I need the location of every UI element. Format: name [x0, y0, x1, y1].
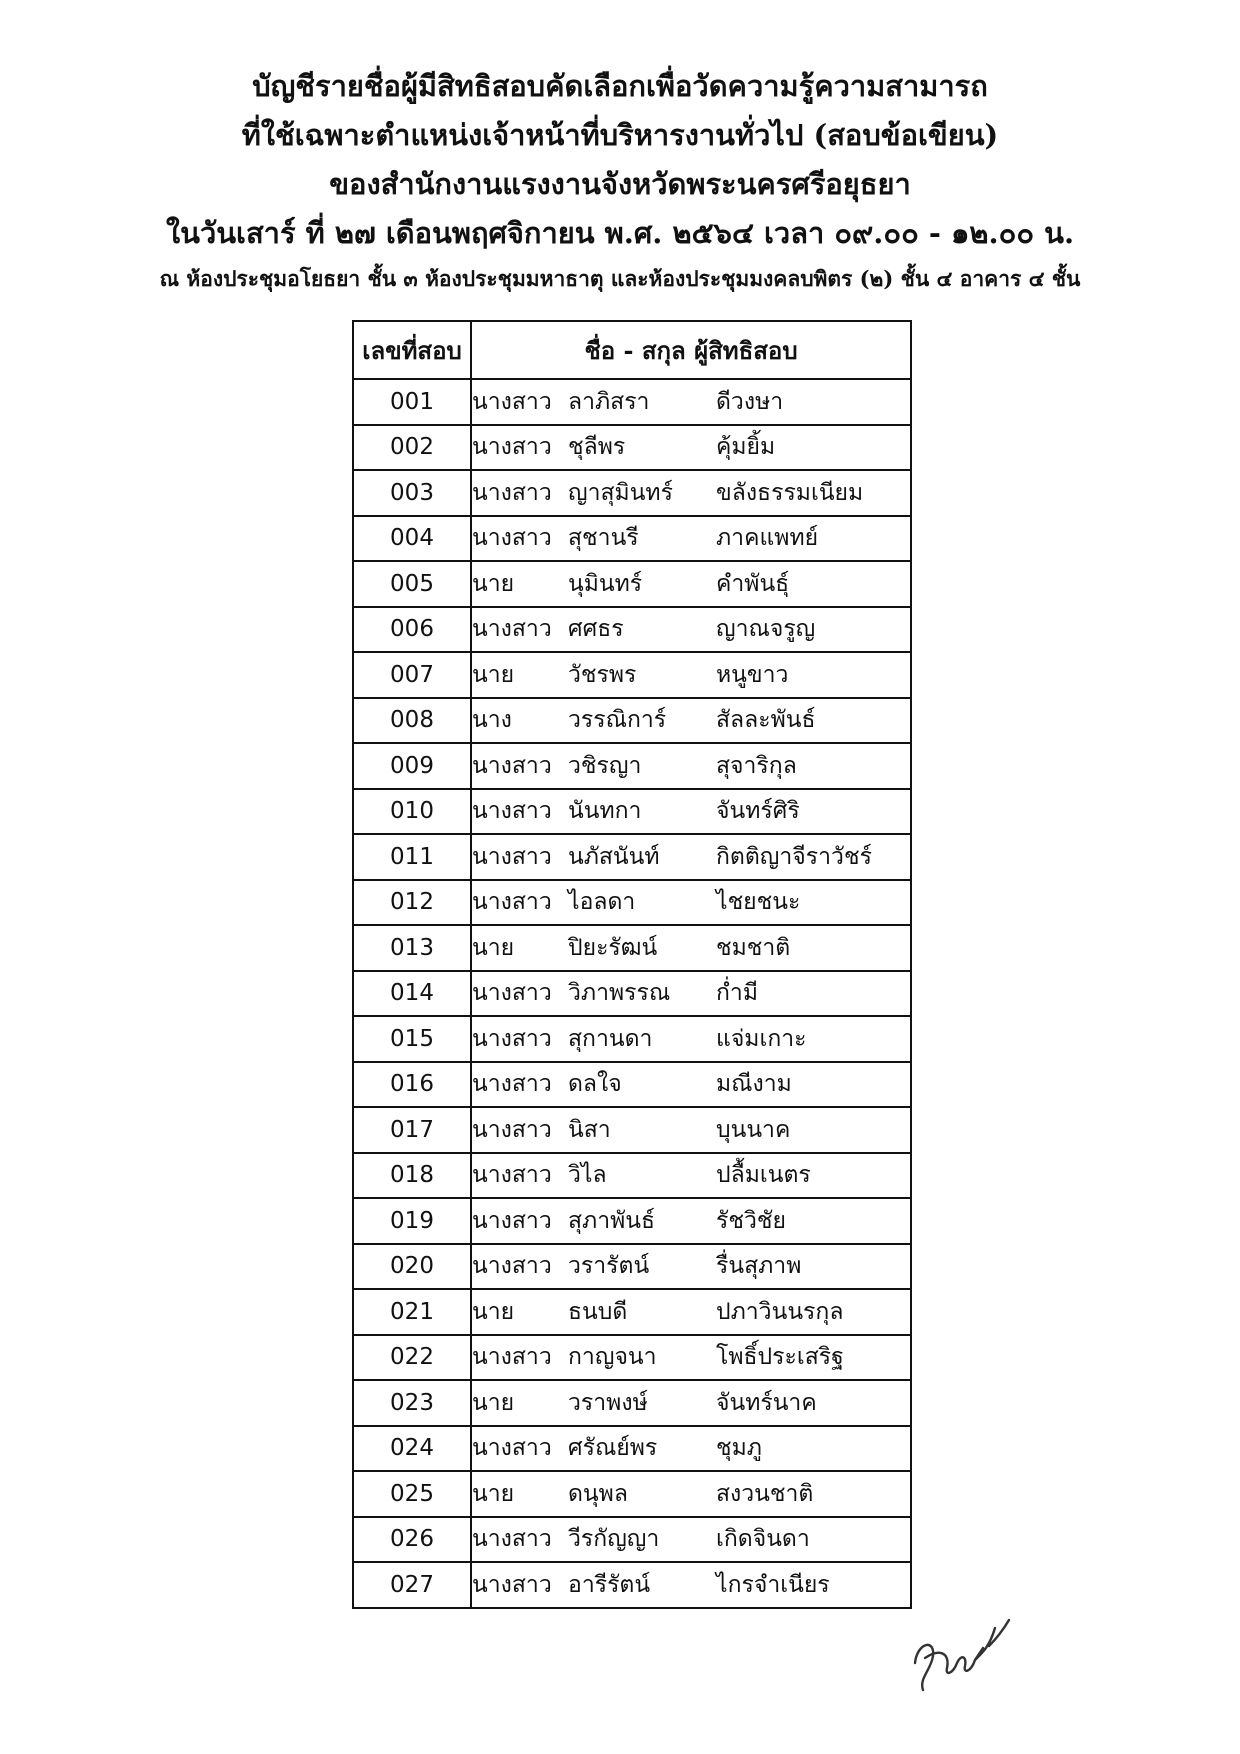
first-name: ดนุพล: [568, 1480, 628, 1507]
name-title: นาย: [472, 1480, 515, 1507]
last-name: ขลังธรรมเนียม: [716, 479, 864, 506]
table-row: [353, 1289, 911, 1335]
first-name: อารีรัตน์: [568, 1571, 651, 1598]
exam-number: 025: [353, 1471, 471, 1517]
last-name: เกิดจินดา: [716, 1526, 810, 1553]
candidate-name: [471, 1562, 911, 1608]
last-name: ปภาวินนรกุล: [716, 1298, 844, 1325]
table-row: [353, 1335, 911, 1381]
last-name: ไชยชนะ: [716, 889, 801, 916]
name-title: นางสาว: [472, 1071, 552, 1098]
candidate-name: [471, 925, 911, 971]
first-name: ธนบดี: [568, 1298, 628, 1325]
table-row: [353, 789, 911, 835]
candidate-name: [471, 1107, 911, 1153]
exam-number: 020: [353, 1244, 471, 1290]
name-title: นางสาว: [472, 1435, 552, 1462]
first-name: ปิยะรัฒน์: [568, 934, 658, 961]
last-name: ก่ำมี: [716, 980, 759, 1007]
last-name: คำพันธุ์: [716, 570, 790, 597]
first-name: ดลใจ: [568, 1071, 622, 1098]
exam-number: 011: [353, 834, 471, 880]
table-row: [353, 607, 911, 653]
exam-number: 022: [353, 1335, 471, 1381]
table-row: [353, 425, 911, 471]
last-name: จันทร์นาค: [716, 1389, 817, 1416]
exam-number: 017: [353, 1107, 471, 1153]
exam-number: 006: [353, 607, 471, 653]
last-name: รื่นสุภาพ: [716, 1253, 802, 1280]
exam-number: 005: [353, 561, 471, 607]
first-name: วีรกัญญา: [568, 1526, 660, 1553]
first-name: ญาสุมินทร์: [568, 479, 673, 506]
name-title: นาย: [472, 1389, 515, 1416]
exam-number: 008: [353, 698, 471, 744]
candidate-name: [471, 834, 911, 880]
exam-number: 009: [353, 743, 471, 789]
table-row: [353, 1016, 911, 1062]
last-name: โพธิ์ประเสริฐ: [716, 1344, 844, 1371]
first-name: สุภาพันธ์: [568, 1207, 656, 1234]
title-line-1: บัญชีรายชื่อผู้มีสิทธิสอบคัดเลือกเพื่อวัดความรู้ความสามารถ: [252, 69, 988, 103]
candidate-name: [471, 516, 911, 562]
name-title: นางสาว: [472, 1207, 552, 1234]
exam-number: 010: [353, 789, 471, 835]
first-name: นภัสนันท์: [568, 843, 660, 870]
table-row: [353, 971, 911, 1017]
header-exam-number: เลขที่สอบ: [353, 321, 471, 379]
name-title: นางสาว: [472, 434, 552, 461]
first-name: วราพงษ์: [568, 1389, 648, 1416]
name-title: นางสาว: [472, 752, 552, 779]
last-name: สัลละพันธ์: [716, 707, 816, 734]
last-name: ภาคแพทย์: [716, 525, 819, 552]
table-row: [353, 1244, 911, 1290]
table-row: [353, 743, 911, 789]
signature-mark: [905, 1608, 1015, 1698]
name-title: นาย: [472, 570, 515, 597]
last-name: ชมชาติ: [716, 934, 791, 961]
last-name: กิตติญาจีราวัชร์: [716, 843, 872, 870]
name-title: นางสาว: [472, 1025, 552, 1052]
candidate-name: [471, 1198, 911, 1244]
exam-number: 016: [353, 1062, 471, 1108]
last-name: สงวนชาติ: [716, 1480, 814, 1507]
exam-number: 024: [353, 1426, 471, 1472]
table-row: [353, 1380, 911, 1426]
exam-number: 015: [353, 1016, 471, 1062]
name-title: นางสาว: [472, 1571, 552, 1598]
first-name: ศรัณย์พร: [568, 1435, 658, 1462]
table-row: [353, 470, 911, 516]
name-title: นางสาว: [472, 525, 552, 552]
last-name: ปลื้มเนตร: [716, 1162, 811, 1189]
exam-number: 001: [353, 379, 471, 425]
first-name: ไอลดา: [568, 889, 636, 916]
exam-number: 019: [353, 1198, 471, 1244]
name-title: นางสาว: [472, 1253, 552, 1280]
table-row: [353, 1107, 911, 1153]
first-name: กาญจนา: [568, 1344, 657, 1371]
name-title: นางสาว: [472, 798, 552, 825]
candidate-name: [471, 1016, 911, 1062]
exam-date-line: ในวันเสาร์ ที่ ๒๗ เดือนพฤศจิกายน พ.ศ. ๒๕๖๔ เวลา ๐๙.๐๐ - ๑๒.๐๐ น.: [165, 216, 1075, 250]
name-title: นางสาว: [472, 388, 552, 415]
candidate-name: [471, 789, 911, 835]
exam-number: 021: [353, 1289, 471, 1335]
table-row: [353, 516, 911, 562]
first-name: นันทกา: [568, 798, 642, 825]
exam-number: 003: [353, 470, 471, 516]
name-title: นาง: [472, 707, 512, 734]
exam-number: 014: [353, 971, 471, 1017]
exam-number: 002: [353, 425, 471, 471]
candidate-name: [471, 379, 911, 425]
candidate-name: [471, 698, 911, 744]
first-name: วิภาพรรณ: [568, 980, 671, 1007]
first-name: นุมินทร์: [568, 570, 643, 597]
candidate-name: [471, 1153, 911, 1199]
name-title: นาย: [472, 1298, 515, 1325]
name-title: นางสาว: [472, 843, 552, 870]
header-candidate-name: ชื่อ - สกุล ผู้สิทธิสอบ: [471, 321, 911, 379]
candidate-name: [471, 1517, 911, 1563]
exam-number: 018: [353, 1153, 471, 1199]
table-row: [353, 1471, 911, 1517]
first-name: ลาภิสรา: [568, 388, 650, 415]
table-row: [353, 1153, 911, 1199]
candidate-table: [352, 320, 912, 1609]
last-name: ดีวงษา: [716, 388, 784, 415]
name-title: นางสาว: [472, 1162, 552, 1189]
name-title: นางสาว: [472, 1116, 552, 1143]
exam-location-line: ณ ห้องประชุมอโยธยา ชั้น ๓ ห้องประชุมมหาธาตุ และห้องประชุมมงคลบพิตร (๒) ชั้น ๔ อาคาร ๔ ชั้น: [159, 266, 1081, 291]
candidate-name: [471, 607, 911, 653]
candidate-name: [471, 743, 911, 789]
last-name: ชุมภู: [716, 1435, 762, 1462]
name-title: นางสาว: [472, 1344, 552, 1371]
candidate-table-body: [353, 379, 911, 1608]
exam-number: 012: [353, 880, 471, 926]
table-header-row: [353, 321, 911, 379]
candidate-name: [471, 470, 911, 516]
name-title: นาย: [472, 934, 515, 961]
candidate-name: [471, 880, 911, 926]
first-name: วรารัตน์: [568, 1253, 650, 1280]
candidate-name: [471, 1244, 911, 1290]
candidate-name: [471, 425, 911, 471]
table-row: [353, 1062, 911, 1108]
name-title: นางสาว: [472, 616, 552, 643]
title-line-3: ของสำนักงานแรงงานจังหวัดพระนครศรีอยุธยา: [329, 167, 911, 201]
table-row: [353, 880, 911, 926]
last-name: สุจาริกุล: [716, 752, 797, 779]
first-name: วชิรญา: [568, 752, 642, 779]
name-title: นาย: [472, 661, 515, 688]
table-row: [353, 834, 911, 880]
table-row: [353, 1562, 911, 1608]
candidate-name: [471, 971, 911, 1017]
candidate-name: [471, 1471, 911, 1517]
table-row: [353, 652, 911, 698]
name-title: นางสาว: [472, 479, 552, 506]
candidate-name: [471, 1335, 911, 1381]
exam-number: 027: [353, 1562, 471, 1608]
first-name: วิไล: [568, 1162, 607, 1189]
exam-number: 004: [353, 516, 471, 562]
table-row: [353, 1426, 911, 1472]
table-row: [353, 1198, 911, 1244]
first-name: วรรณิการ์: [568, 707, 667, 734]
name-title: นางสาว: [472, 889, 552, 916]
last-name: รัชวิชัย: [716, 1207, 786, 1234]
candidate-name: [471, 1426, 911, 1472]
first-name: วัชรพร: [568, 661, 637, 688]
last-name: จันทร์ศิริ: [716, 798, 800, 825]
candidate-name: [471, 1380, 911, 1426]
name-title: นางสาว: [472, 980, 552, 1007]
candidate-name: [471, 1062, 911, 1108]
first-name: นิสา: [568, 1116, 611, 1143]
last-name: ไกรจำเนียร: [716, 1571, 830, 1598]
last-name: คุ้มยิ้ม: [716, 434, 776, 461]
candidate-name: [471, 652, 911, 698]
first-name: สุชานรี: [568, 525, 639, 552]
last-name: บุนนาค: [716, 1116, 791, 1143]
last-name: มณีงาม: [716, 1071, 792, 1098]
name-title: นางสาว: [472, 1526, 552, 1553]
last-name: หนูขาว: [716, 661, 789, 688]
exam-number: 023: [353, 1380, 471, 1426]
table-row: [353, 379, 911, 425]
table-row: [353, 561, 911, 607]
exam-number: 013: [353, 925, 471, 971]
document-header: [0, 62, 1240, 296]
first-name: ศศธร: [568, 616, 624, 643]
candidate-name: [471, 1289, 911, 1335]
candidate-name: [471, 561, 911, 607]
title-line-2: ที่ใช้เฉพาะตำแหน่งเจ้าหน้าที่บริหารงานทั่วไป (สอบข้อเขียน): [241, 118, 999, 152]
table-row: [353, 1517, 911, 1563]
exam-number: 026: [353, 1517, 471, 1563]
last-name: แจ่มเกาะ: [716, 1025, 807, 1052]
exam-number: 007: [353, 652, 471, 698]
table-row: [353, 698, 911, 744]
first-name: ชุลีพร: [568, 434, 626, 461]
first-name: สุกานดา: [568, 1025, 653, 1052]
table-row: [353, 925, 911, 971]
last-name: ญาณจรูญ: [716, 616, 816, 643]
